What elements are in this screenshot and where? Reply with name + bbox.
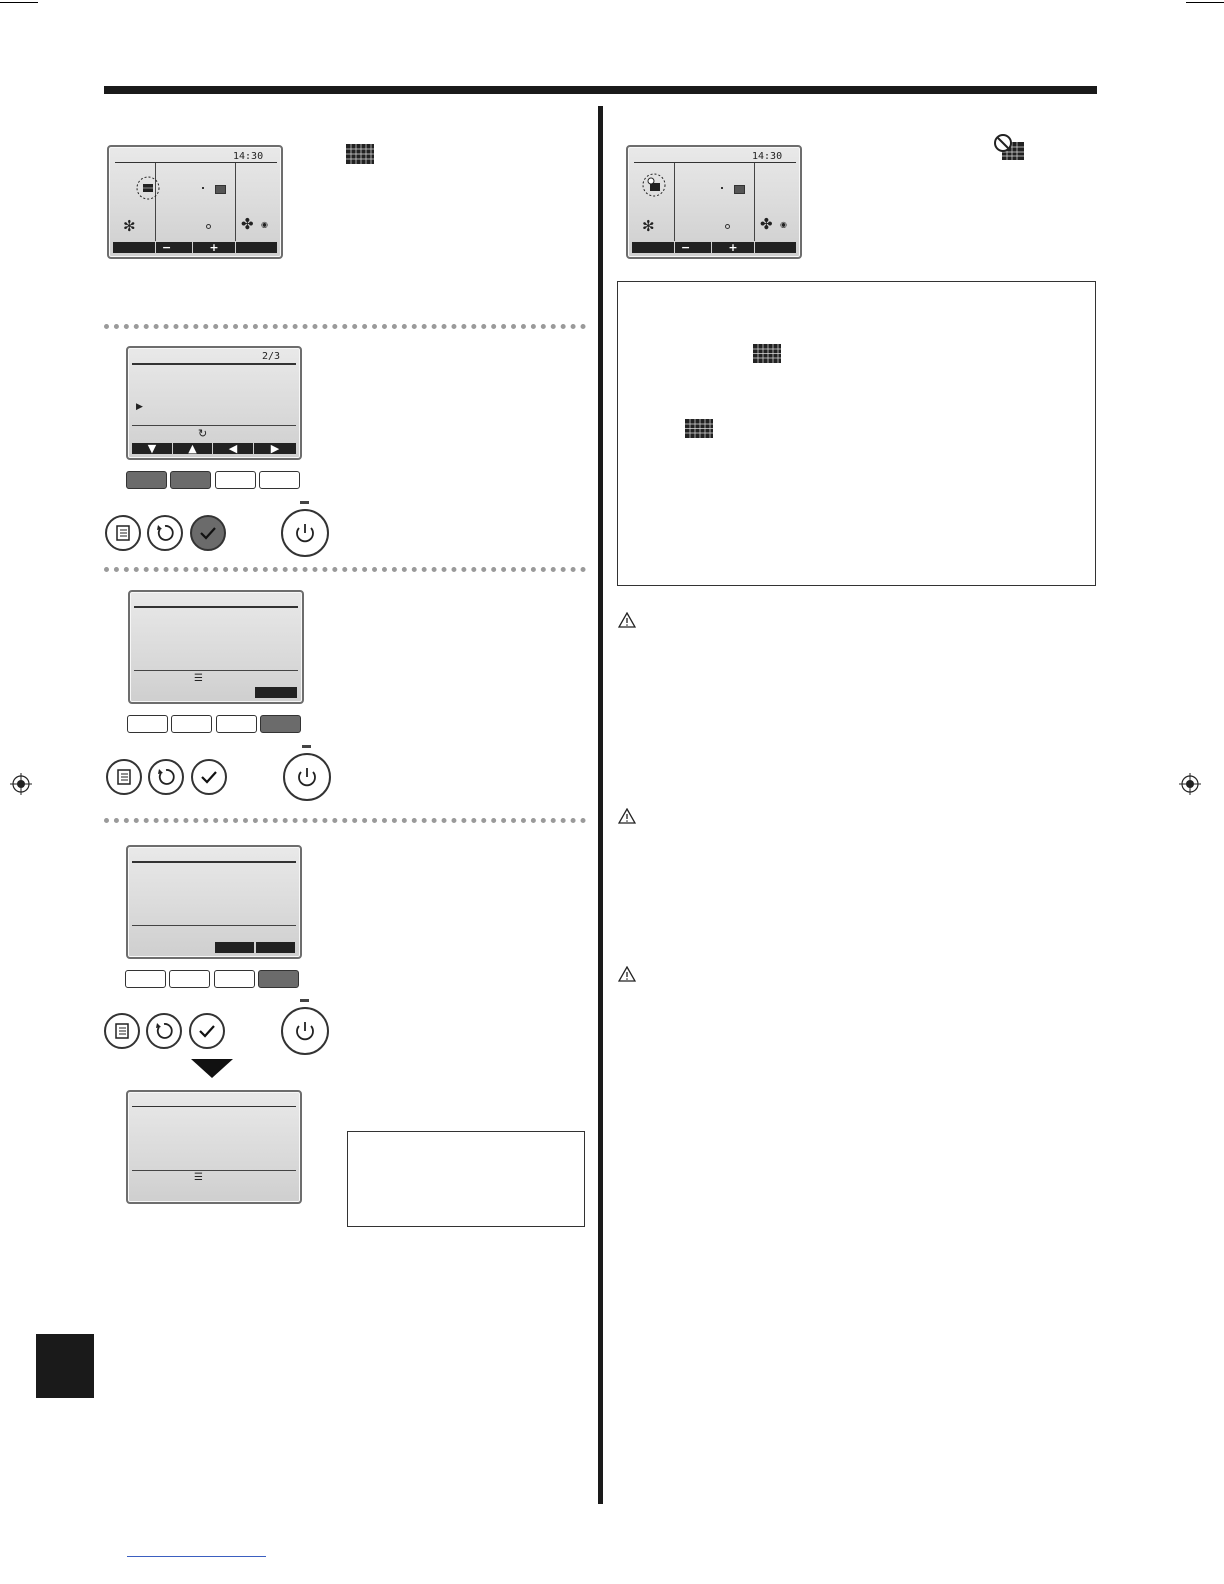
power-led: [300, 999, 309, 1002]
menu-button[interactable]: [105, 515, 141, 551]
main-display-screen-2: [626, 145, 802, 259]
screen-divider-left: [674, 163, 675, 241]
snowflake-icon: ✻: [123, 217, 136, 235]
power-led: [302, 745, 311, 748]
clock-time: 14:30: [233, 151, 264, 162]
function-button-f1[interactable]: [127, 715, 168, 733]
function-button-f3[interactable]: [215, 471, 256, 489]
screen-divider-right: [235, 163, 236, 241]
header-rule: [104, 86, 1097, 94]
language-tab: [36, 1334, 94, 1398]
softkey-bar-plus[interactable]: +: [193, 242, 235, 253]
return-icon: [150, 761, 182, 793]
function-button-f4[interactable]: [259, 471, 300, 489]
filter-grid-icon: [685, 419, 713, 438]
softkey-down[interactable]: ▼: [132, 443, 172, 454]
function-button-f2[interactable]: [170, 471, 211, 489]
softkey-bar-minus[interactable]: −: [156, 242, 192, 253]
return-button[interactable]: [146, 1013, 182, 1049]
menu-button[interactable]: [106, 759, 142, 795]
function-button-f4[interactable]: [260, 715, 301, 733]
menu-button[interactable]: [104, 1013, 140, 1049]
filter-prohibited-icon: [641, 172, 667, 198]
softkey-left[interactable]: ◀: [213, 443, 253, 454]
power-button[interactable]: [283, 753, 331, 801]
filter-prohibited-icon: [994, 134, 1026, 162]
indicator-dot: [721, 187, 723, 189]
clock-time: 14:30: [752, 151, 783, 162]
power-button[interactable]: [281, 1007, 329, 1055]
return-button[interactable]: [147, 515, 183, 551]
filter-grid-icon: [135, 175, 161, 201]
function-button-f2[interactable]: [171, 715, 212, 733]
softkey-right[interactable]: ▶: [254, 443, 296, 454]
section-divider-3: [104, 818, 586, 823]
crosshair-icon: [1179, 773, 1201, 795]
screen-header-rule: [634, 162, 796, 163]
footer-link-underline[interactable]: [127, 1556, 266, 1557]
screen-footer-rule: [132, 1170, 296, 1171]
warning-triangle-icon: [618, 966, 636, 982]
menu-screen: [126, 346, 302, 460]
check-icon: [191, 1015, 223, 1047]
indicator-dot: [202, 187, 204, 189]
down-triangle-icon: [191, 1059, 233, 1078]
vane-icon: [734, 185, 745, 194]
screen-header-rule: [115, 162, 277, 163]
section-divider-2: [104, 567, 586, 572]
screen-header-rule: [132, 861, 296, 863]
softkey-bar-4[interactable]: [755, 242, 796, 253]
warning-triangle-icon: [618, 808, 636, 824]
softkey-f3[interactable]: [215, 942, 254, 953]
softkey-bar-minus[interactable]: −: [675, 242, 711, 253]
return-icon: [148, 1015, 180, 1047]
screen-footer-rule: [132, 925, 296, 926]
power-icon: [283, 511, 327, 555]
function-button-f1[interactable]: [125, 970, 166, 988]
softkey-bar-1[interactable]: [632, 242, 674, 253]
screen-divider-right: [754, 163, 755, 241]
note-box-left: [347, 1131, 585, 1227]
power-button[interactable]: [281, 509, 329, 557]
menu-icon: [108, 761, 140, 793]
confirm-screen: [128, 590, 304, 704]
fan-speed-icon: ◉: [780, 220, 787, 229]
indicator-dot-2: [206, 224, 211, 229]
fan-icon: ✤: [760, 215, 773, 233]
column-separator: [598, 106, 603, 1504]
screen-header-rule: [132, 363, 296, 365]
indicator-dot-2: [725, 224, 730, 229]
function-button-f4[interactable]: [258, 970, 299, 988]
select-button[interactable]: [189, 1013, 225, 1049]
softkey-bar-1[interactable]: [113, 242, 155, 253]
fan-speed-icon: ◉: [261, 220, 268, 229]
check-icon: [192, 517, 224, 549]
main-display-screen: [107, 145, 283, 259]
filter-grid-icon: [346, 144, 374, 164]
page-indicator: 2/3: [262, 351, 281, 362]
warning-triangle-icon: [618, 612, 636, 628]
return-icon: ↻: [198, 427, 208, 440]
filter-grid-icon: [753, 344, 781, 363]
power-led: [300, 501, 309, 504]
menu-icon: ☰: [194, 673, 203, 684]
softkey-bar-plus[interactable]: +: [712, 242, 754, 253]
fan-icon: ✤: [241, 215, 254, 233]
screen-footer-rule: [132, 425, 296, 426]
menu-icon: [106, 1015, 138, 1047]
crop-mark-top-left: [0, 2, 38, 3]
screen-footer-rule: [134, 670, 298, 671]
cursor-arrow: ▶: [136, 402, 143, 412]
power-icon: [283, 1009, 327, 1053]
section-divider-1: [104, 324, 586, 329]
function-button-f3[interactable]: [214, 970, 255, 988]
function-button-f1[interactable]: [126, 471, 167, 489]
select-button[interactable]: [191, 759, 227, 795]
return-icon: [149, 517, 181, 549]
menu-icon: ☰: [194, 1172, 203, 1183]
select-button[interactable]: [190, 515, 226, 551]
return-button[interactable]: [148, 759, 184, 795]
reset-screen: [126, 845, 302, 959]
menu-icon: [107, 517, 139, 549]
screen-header-rule: [132, 1106, 296, 1107]
crop-mark-top-right: [1186, 2, 1224, 3]
function-button-f3[interactable]: [216, 715, 257, 733]
snowflake-icon: ✻: [642, 217, 655, 235]
function-button-f2[interactable]: [169, 970, 210, 988]
power-icon: [285, 755, 329, 799]
softkey-bar-4[interactable]: [236, 242, 277, 253]
softkey-up[interactable]: ▲: [173, 443, 212, 454]
screen-header-rule: [134, 606, 298, 608]
vane-icon: [215, 185, 226, 194]
softkey-ok[interactable]: [255, 687, 297, 698]
softkey-f4[interactable]: [256, 942, 295, 953]
result-screen: [126, 1090, 302, 1204]
check-icon: [193, 761, 225, 793]
crosshair-icon: [10, 773, 32, 795]
